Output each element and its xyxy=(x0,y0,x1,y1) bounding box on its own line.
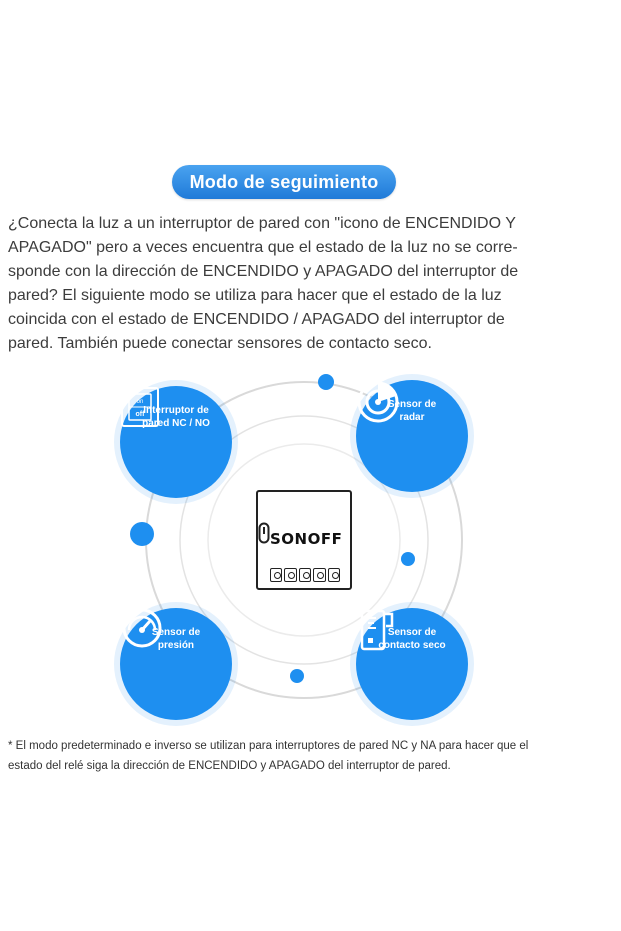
node-radar xyxy=(356,380,468,492)
switch-on-label: on xyxy=(136,399,144,405)
node-wall-switch xyxy=(120,386,232,498)
sonoff-mini-device-icon xyxy=(256,490,352,590)
orbit-dot xyxy=(318,374,334,390)
device-button-icon xyxy=(258,522,270,544)
intro-line: sponde con la dirección de ENCENDIDO y APAGADO del interruptor de xyxy=(8,263,519,280)
node-label: Interruptor de pared NC / NO xyxy=(142,405,210,429)
node-pressure xyxy=(120,608,232,720)
node-contact xyxy=(356,608,468,720)
intro-line: coincida con el estado de ENCENDIDO / APAGADO del interruptor de xyxy=(8,311,505,328)
section-title: Modo de seguimiento xyxy=(189,171,379,192)
intro-line: APAGADO" pero a veces encuentra que el estado de la luz no se corre- xyxy=(8,239,518,256)
footnote-line: estado del relé siga la dirección de ENCENDIDO y APAGADO del interruptor de pared. xyxy=(8,760,451,772)
section-title-pill xyxy=(172,165,396,199)
device-brand: SONOFF xyxy=(270,530,343,548)
orbit-dot xyxy=(401,552,415,566)
device-terminals xyxy=(270,568,340,582)
intro-paragraph xyxy=(8,212,608,356)
node-label: Sensor de contacto seco xyxy=(378,627,446,651)
switch-off-label: off xyxy=(135,411,145,418)
intro-line: ¿Conecta la luz a un interruptor de pared con "icono de ENCENDIDO Y xyxy=(8,215,516,232)
node-label: Sensor de presión xyxy=(151,627,201,651)
footnote xyxy=(8,736,613,776)
orbit-dot xyxy=(290,669,304,683)
intro-line: pared. También puede conectar sensores de contacto seco. xyxy=(8,335,432,352)
intro-line: pared? El siguiente modo se utiliza para hacer que el estado de la luz xyxy=(8,287,502,304)
connection-diagram xyxy=(110,372,482,712)
orbit-dot xyxy=(130,522,154,546)
node-label: Sensor de radar xyxy=(387,399,437,423)
footnote-line: * El modo predeterminado e inverso se utilizan para interruptores de pared NC y NA para hacer que el xyxy=(8,740,529,752)
